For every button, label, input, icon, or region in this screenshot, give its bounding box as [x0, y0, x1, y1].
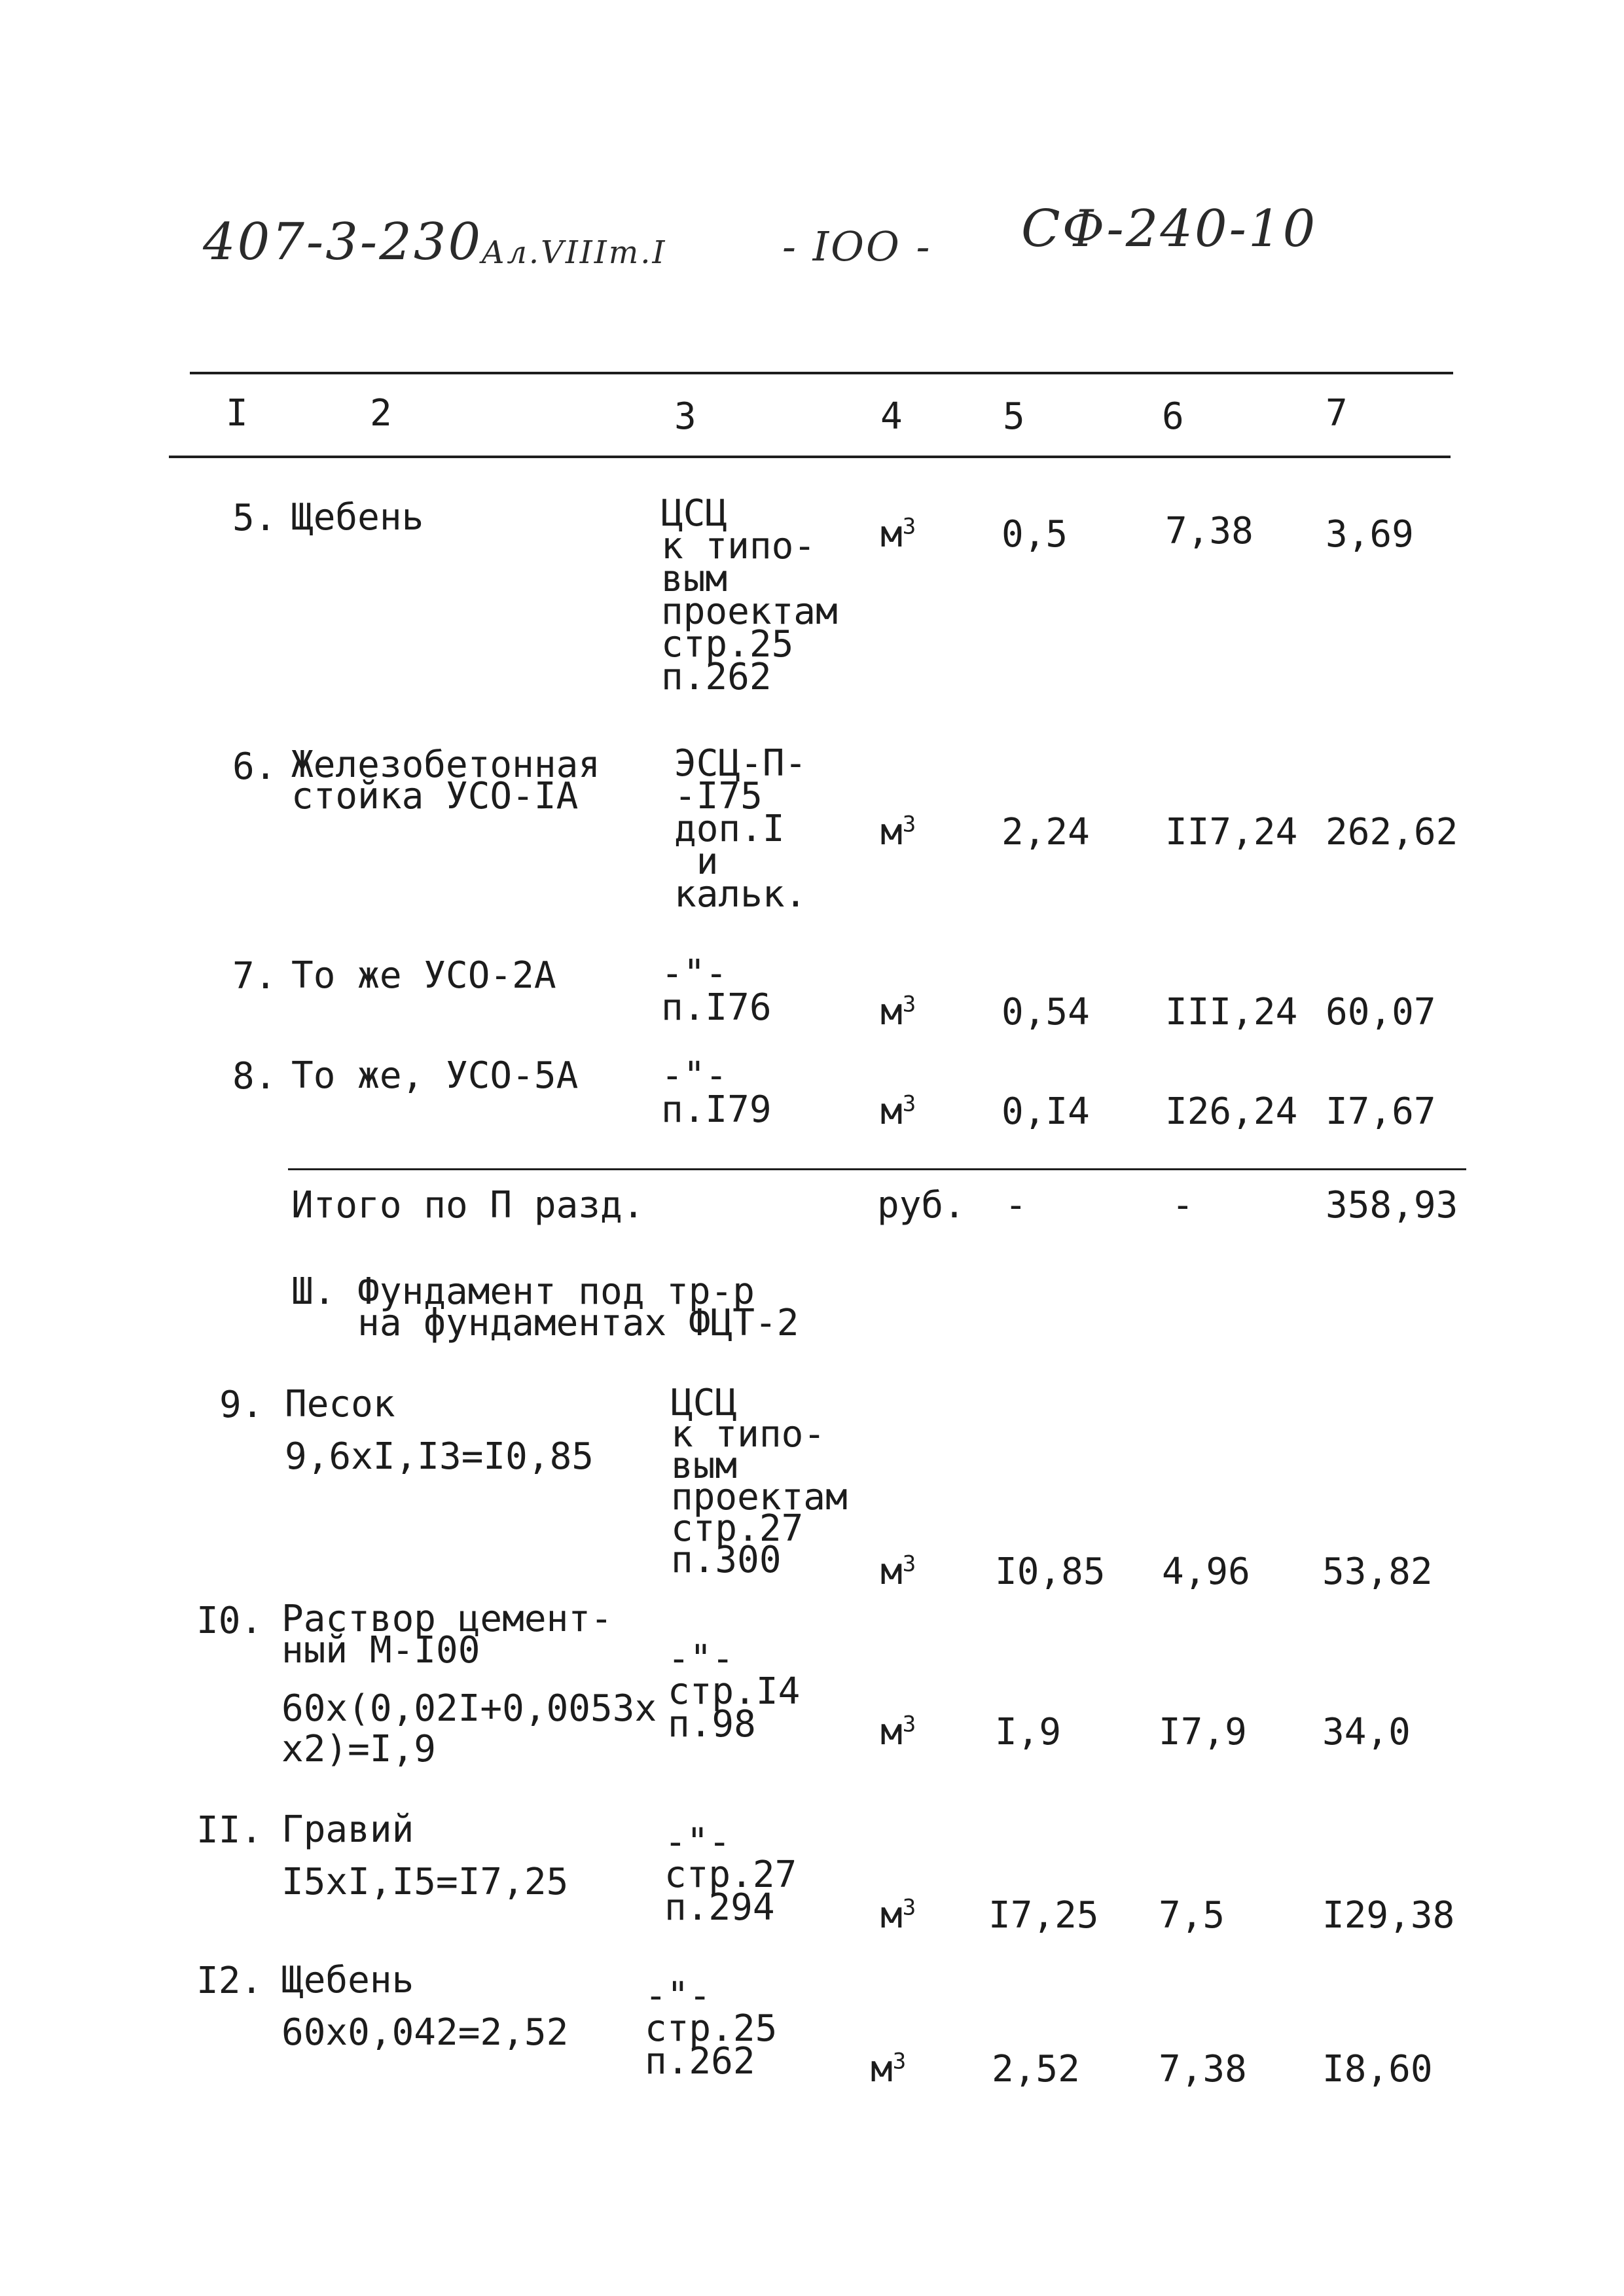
quantity: 0,54	[1001, 991, 1090, 1033]
row-number: I2.	[196, 1960, 263, 2002]
sheet-code: СФ-240-10	[1021, 200, 1318, 259]
unit-price: I7,9	[1159, 1711, 1247, 1753]
quantity: 0,5	[1001, 513, 1068, 556]
item-calc: I5хI,I5=I7,25	[281, 1861, 569, 1903]
unit: $м^3$	[880, 513, 916, 556]
row-number: 5.	[232, 497, 277, 539]
quantity: 2,24	[1001, 811, 1090, 853]
unit: $м^3$	[880, 1711, 916, 1753]
unit: $м^3$	[880, 1551, 916, 1593]
section-heading: Ш. Фундамент под тр-р на фундаментах ФЦТ-2	[291, 1270, 799, 1344]
item-name: Раствор цемент- ный М-I00	[281, 1598, 613, 1672]
subtotal-label: Итого по П разд.	[291, 1184, 645, 1227]
price-source: -"- стр.I4 п.98	[668, 1638, 801, 1746]
unit: $м^3$	[880, 1894, 916, 1937]
quantity: I,9	[995, 1711, 1062, 1753]
unit-price: II7,24	[1165, 811, 1298, 853]
item-calc: 60х(0,02I+0,0053х х2)=I,9	[281, 1687, 657, 1770]
column-header: 3	[674, 395, 696, 438]
total-cost: 60,07	[1326, 991, 1436, 1033]
item-name: Щебень	[291, 496, 424, 539]
row-number: 7.	[232, 955, 277, 997]
item-name: Гравий	[281, 1808, 414, 1851]
unit: $м^3$	[880, 1090, 916, 1133]
quantity: I0,85	[995, 1551, 1106, 1593]
row-number: 8.	[232, 1055, 277, 1098]
unit-price: 7,38	[1165, 510, 1254, 552]
total-cost: 262,62	[1326, 811, 1458, 853]
subtotal-total: 358,93	[1326, 1184, 1458, 1227]
column-header: 6	[1162, 395, 1184, 438]
total-cost: I8,60	[1322, 2048, 1433, 2090]
header-top-rule	[190, 372, 1453, 374]
item-name: Железобетонная стойка УСО-IА	[291, 744, 601, 817]
total-cost: 53,82	[1322, 1551, 1433, 1593]
header-bottom-rule	[169, 456, 1451, 458]
doc-code: 407-3-230	[203, 213, 483, 272]
unit: $м^3$	[880, 811, 916, 853]
column-header: 7	[1326, 392, 1348, 435]
item-name: Песок	[285, 1383, 395, 1426]
unit-price: III,24	[1165, 991, 1298, 1033]
column-header: 5	[1003, 395, 1025, 438]
unit-price: I26,24	[1165, 1090, 1298, 1133]
row-number: II.	[196, 1809, 263, 1852]
album-ref: Ал.VIIIт.I	[481, 234, 667, 271]
item-name: То же, УСО-5А	[291, 1054, 579, 1097]
subtotal-qty: -	[1005, 1184, 1027, 1227]
price-source: ЭСЦ-П- -I75 доп.I и кальк.	[674, 742, 807, 916]
unit-price: 7,38	[1159, 2048, 1247, 2090]
total-cost: 3,69	[1326, 513, 1414, 556]
price-source: ЦСЦ к типо- вым проектам стр.25 п.262	[661, 492, 838, 698]
row-number: I0.	[196, 1600, 263, 1642]
item-name: То же УСО-2А	[291, 954, 556, 997]
subtotal-price: -	[1172, 1184, 1194, 1227]
price-source: -"- п.I79	[661, 1054, 772, 1131]
column-header: 4	[880, 395, 903, 438]
column-header: 2	[370, 392, 392, 435]
price-source: -"- стр.25 п.262	[645, 1975, 778, 2083]
quantity: I7,25	[988, 1894, 1099, 1937]
row-number: 9.	[219, 1384, 264, 1426]
page-number: - IOO -	[782, 223, 932, 270]
column-header: I	[226, 392, 248, 435]
unit-price: 7,5	[1159, 1894, 1225, 1937]
item-name: Щебень	[281, 1959, 414, 2001]
unit-price: 4,96	[1162, 1551, 1250, 1593]
item-calc: 60х0,042=2,52	[281, 2011, 569, 2054]
total-cost: 34,0	[1322, 1711, 1411, 1753]
quantity: 2,52	[992, 2048, 1080, 2090]
price-source: ЦСЦ к типо- вым проектам стр.27 п.300	[671, 1382, 848, 1581]
quantity: 0,I4	[1001, 1090, 1090, 1133]
row-number: 6.	[232, 745, 277, 788]
subtotal-rule	[288, 1168, 1466, 1170]
subtotal-unit: руб.	[877, 1184, 965, 1227]
price-source: -"- п.I76	[661, 952, 772, 1029]
total-cost: I7,67	[1326, 1090, 1436, 1133]
unit: $м^3$	[871, 2048, 907, 2090]
unit: $м^3$	[880, 991, 916, 1033]
total-cost: I29,38	[1322, 1894, 1455, 1937]
item-calc: 9,6хI,I3=I0,85	[285, 1435, 594, 1478]
price-source: -"- стр.27 п.294	[664, 1821, 797, 1929]
